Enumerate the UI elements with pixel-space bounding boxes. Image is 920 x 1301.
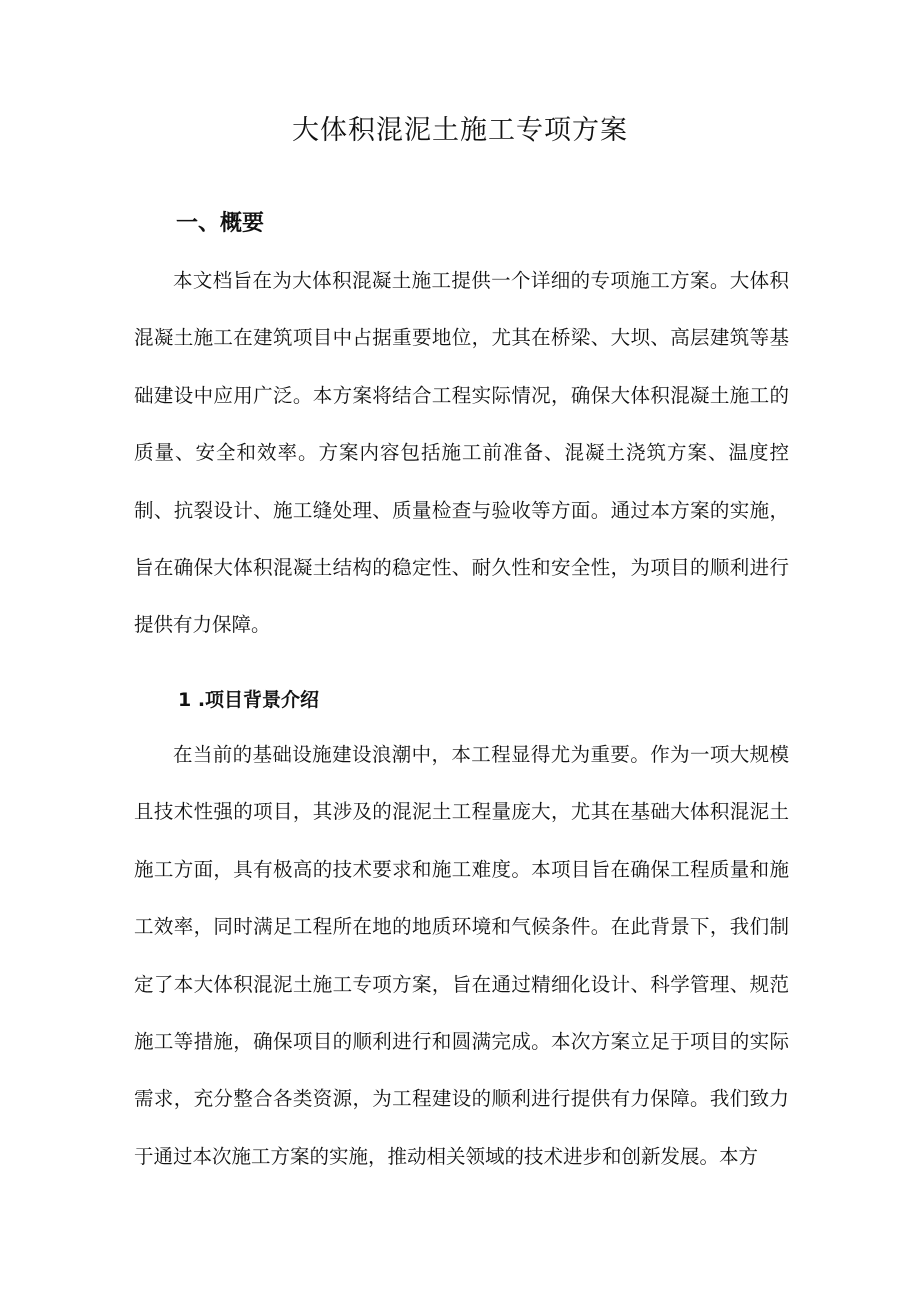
overview-paragraph: 本文档旨在为大体积混凝土施工提供一个详细的专项施工方案。大体积混凝土施工在建筑项目中占据重要地位，尤其在桥梁、大坝、高层建筑等基础建设中应用广泛。本方案将结合工程实际情况，确保大体积混凝土施工的质量、安全和效率。方案内容包括施工前准备、混凝土浇筑方案、温度控制、抗裂设计、施工缝处理、质量检查与验收等方面。通过本方案的实施，旨在确保大体积混凝土结构的稳定性、耐久性和安全性，为项目的顺利进行提供有力保障。 [134, 269, 789, 637]
background-paragraph: 在当前的基础设施建设浪潮中，本工程显得尤为重要。作为一项大规模且技术性强的项目，其涉及的混泥土工程量庞大，尤其在基础大体积混泥土施工方面，具有极高的技术要求和施工难度。本项目旨在确保工程质量和施工效率，同时满足工程所在地的地质环境和气候条件。在此背景下，我们制定了本大体积混泥土施工专项方案，旨在通过精细化设计、科学管理、规范施工等措施，确保项目的顺利进行和圆满完成。本次方案立足于项目的实际需求，充分整合各类资源，为工程建设的顺利进行提供有力保障。我们致力于通过本次施工方案的实施，推动相关领域的技术进步和创新发展。本方 [134, 743, 789, 1168]
subsection-heading-background: 1 .项目背景介绍 [178, 689, 320, 711]
section-heading-overview: 一、概要 [176, 211, 265, 236]
document-title: 大体积混泥土施工专项方案 [292, 115, 628, 146]
